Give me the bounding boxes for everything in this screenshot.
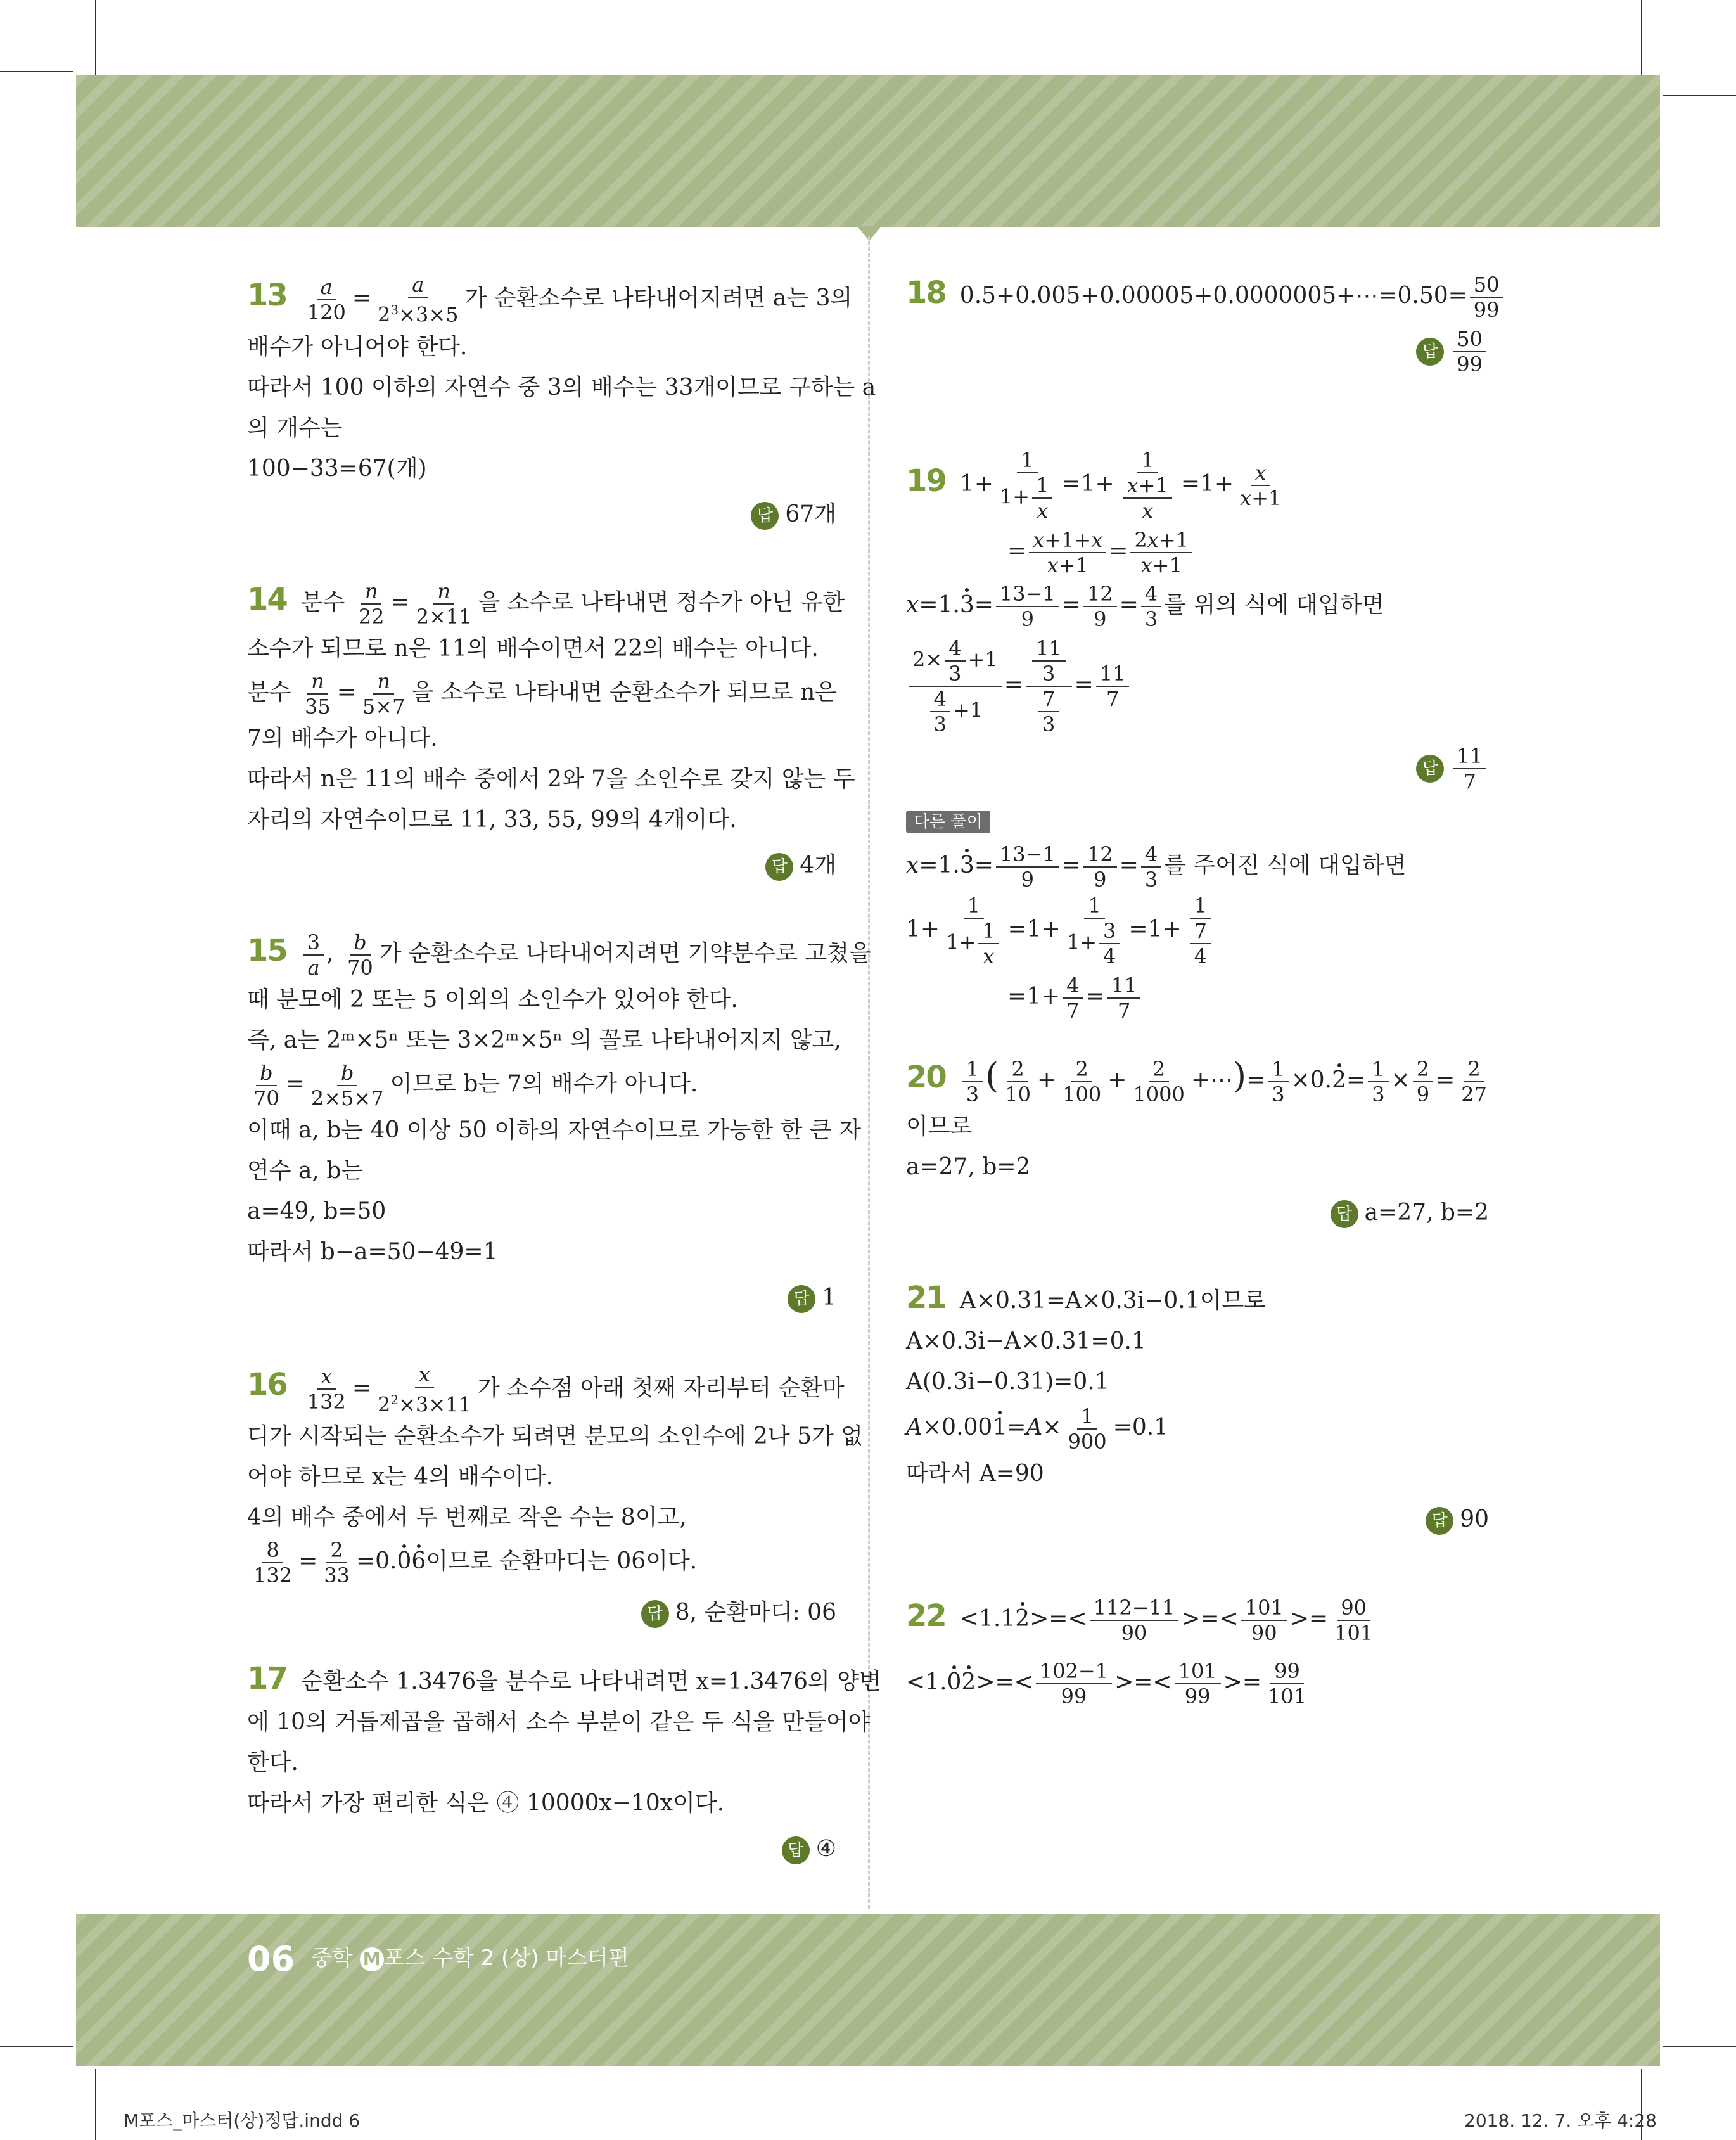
fraction: 1 1+ $\frac{1}{x}$ xyxy=(996,448,1059,523)
fraction: $\frac{2}{10}$ xyxy=(1005,1057,1031,1106)
problem-14: 14 분수 $\frac{n}{22}$ = $\frac{n}{2\times 11}$ 을 소수로 나타내면 정수가 아닌 유한 소수가 되므로 n은 11의 배수이면서 22의 배수는 아니다. 분수 $\frac{n}{35}$ = $\frac{n}{5\times 7}$ 을 소수로 나타내면 순환소수가 되므로 n은 7의 배수가 아니다. 따라서 n은 11의 배수 중에서 2와 7을 소인수로 갖지 않는 두 자리의 자연수이므로 11, 33, 55, 99의 4개이다. 답 4개 xyxy=(247,579,836,886)
fraction: $\frac{12}{9}$ xyxy=(1083,582,1117,631)
fraction: $\frac{n}{2\times 11}$ xyxy=(416,579,472,629)
answer-value: ④ xyxy=(815,1836,836,1862)
footer-band xyxy=(76,1914,1660,2066)
print-slug-file: M포스_마스터(상)정답.indd 6 xyxy=(124,2110,361,2131)
answer-badge: 답 xyxy=(1416,338,1444,366)
fraction: $\frac{102-1}{99}$ xyxy=(1036,1659,1112,1708)
answer-badge: 답 xyxy=(1426,1507,1453,1535)
text-line: 에 10의 거듭제곱을 곱해서 소수 부분이 같은 두 식을 만들어야 xyxy=(247,1709,871,1736)
crop-mark xyxy=(1663,95,1736,96)
print-slug-datetime: 2018. 12. 7. 오후 4:28 xyxy=(1464,2110,1657,2131)
answer xyxy=(247,845,836,886)
fraction: $\frac{112-11}{90}$ xyxy=(1090,1596,1179,1645)
crop-mark xyxy=(1641,0,1642,76)
answer-badge: 답 xyxy=(641,1600,669,1628)
fraction: 2× $\frac{4}{3}$ +1 $\frac{4}{3}$ +1 xyxy=(909,636,1002,736)
text-line: 가 순환소수로 나타내어지려면 a는 3의 xyxy=(464,285,853,311)
fraction: $\frac{4}{3}$ xyxy=(1141,842,1161,892)
fraction: $\frac{n}{5\times 7}$ xyxy=(362,669,405,719)
answer-value: 90 xyxy=(1460,1506,1489,1532)
text-line: 배수가 아니어야 한다. xyxy=(247,333,468,360)
fraction: $\frac{2}{33}$ xyxy=(324,1538,350,1588)
fraction: $\frac{1}{900}$ xyxy=(1068,1404,1107,1454)
fraction: $\frac{2}{9}$ xyxy=(1413,1057,1433,1106)
fraction: $\frac{13-1}{9}$ xyxy=(996,842,1059,892)
fraction: $\frac{\frac{11}{3}}{\frac{7}{3}}$ xyxy=(1026,636,1072,736)
fraction: $\frac{a}{2^3\times 3\times 5}$ xyxy=(378,272,459,327)
text-line: 소수가 되므로 n은 11의 배수이면서 22의 배수는 아니다. xyxy=(247,635,819,662)
crop-mark xyxy=(95,2069,96,2140)
problem-number: 20 xyxy=(906,1060,946,1095)
answer-badge: 답 xyxy=(1416,755,1444,783)
problem-22: 22 <1.12>=< $\frac{112-11}{90}$ >=< $\frac{101}{90}$ >= $\frac{90}{101}$ <1.02>=< $\frac{102-1}{99}$ >=< $\frac{101}{99}$ >= $\frac{99}{101}$ xyxy=(906,1584,1489,1714)
fraction: $\frac{x+1+x}{x+1}$ xyxy=(1029,528,1106,577)
problem-number: 13 xyxy=(247,277,287,313)
fraction: $\frac{13-1}{9}$ xyxy=(996,582,1059,631)
text-line: A(0.3i−0.31)=0.1 xyxy=(906,1369,1109,1395)
text-line: 디가 시작되는 순환소수가 되려면 분모의 소인수에 2나 5가 없 xyxy=(247,1423,863,1450)
text-line: 7의 배수가 아니다. xyxy=(247,725,438,752)
answer xyxy=(906,327,1489,376)
answer xyxy=(247,494,836,535)
answer-badge: 답 xyxy=(1331,1200,1358,1228)
fraction: $\frac{1}{3}$ xyxy=(1268,1057,1288,1106)
fraction: $\frac{x}{x+1}$ xyxy=(1240,461,1282,510)
answer xyxy=(247,1592,836,1633)
fraction: $\frac{8}{132}$ xyxy=(253,1538,293,1588)
text-line: 어야 하므로 x는 4의 배수이다. xyxy=(247,1464,553,1490)
text: 을 소수로 나타내면 정수가 아닌 유한 xyxy=(478,589,845,615)
left-column xyxy=(247,272,881,1869)
answer-badge: 답 xyxy=(788,1285,815,1313)
text-line: 따라서 n은 11의 배수 중에서 2와 7을 소인수로 갖지 않는 두 xyxy=(247,766,855,792)
text-line: 의 개수는 xyxy=(247,414,343,441)
problem-number: 18 xyxy=(906,275,946,311)
text: 이므로 b는 7의 배수가 아니다. xyxy=(390,1070,698,1097)
fraction: $\frac{b}{2\times 5\times 7}$ xyxy=(310,1060,384,1110)
text-line: 연수 a, b는 xyxy=(247,1157,364,1184)
fraction: $\frac{1}{3}$ xyxy=(1368,1057,1388,1106)
answer-value: 4개 xyxy=(800,852,836,878)
answer xyxy=(247,1829,836,1869)
fraction: $\frac{99}{101}$ xyxy=(1267,1659,1307,1708)
text-line: 100−33=67(개) xyxy=(247,455,427,482)
text-line: 즉, a는 2ᵐ×5ⁿ 또는 3×2ᵐ×5ⁿ 의 꼴로 나타내어지지 않고, xyxy=(247,1027,841,1053)
column-divider xyxy=(868,236,870,1909)
problem-21: 21 A×0.31=A×0.3i−0.1이므로 A×0.3i−A×0.31=0.1 A(0.3i−0.31)=0.1 A×0.001=A× $\frac{1}{900}$ =0.1 따라서 A=90 답 90 xyxy=(906,1278,1489,1540)
text: 가 소수점 아래 첫째 자리부터 순환마 xyxy=(477,1374,845,1401)
answer xyxy=(906,1193,1489,1233)
text-line: 따라서 가장 편리한 식은 ④ 10000x−10x이다. xyxy=(247,1790,725,1817)
alternative-solution-19: 다른 풀이 x=1.3= $\frac{13-1}{9}$ = $\frac{12}{9}$ = $\frac{4}{3}$ 를 주어진 식에 대입하면 1+ 1 1+ $\frac{1}{x}$ =1+ 1 1+ $\frac{3}{4}$ =1+ $\frac{1}{\frac{7}{4}}$ =1+ $\frac{4}{7}$ = $\frac{11}{7}$ xyxy=(906,800,1489,1025)
problem-number: 15 xyxy=(247,932,287,968)
text-line: 4의 배수 중에서 두 번째로 작은 수는 8이고, xyxy=(247,1504,687,1531)
text-line: A×0.3i−A×0.31=0.1 xyxy=(906,1328,1146,1354)
text: A×0.31=A×0.3i−0.1이므로 xyxy=(959,1288,1266,1314)
expression: 0.5+0.005+0.00005+0.0000005+⋯=0.50= xyxy=(959,283,1467,309)
text-line: 이므로 xyxy=(906,1113,973,1139)
fraction: 1 1+ $\frac{1}{x}$ xyxy=(942,894,1005,968)
text: 가 순환소수로 나타내어지려면 기약분수로 고쳤을 xyxy=(379,940,871,966)
answer-badge: 답 xyxy=(765,853,793,881)
text-line: a=49, b=50 xyxy=(247,1198,386,1224)
text-line: 따라서 A=90 xyxy=(906,1461,1044,1487)
text-line: a=27, b=2 xyxy=(906,1154,1031,1180)
fraction: $\frac{1}{3}$ xyxy=(962,1057,983,1106)
footer-title: 포스 수학 2 (상) 마스터편 xyxy=(383,1945,629,1971)
brand-logo: M xyxy=(360,1947,384,1971)
fraction: 1 1+ $\frac{3}{4}$ xyxy=(1063,894,1126,968)
problem-19: 19 1+ 1 1+ $\frac{1}{x}$ =1+ $\frac{1}{\frac{x+1}{x}}$ =1+ $\frac{x}{x+1}$ = $\frac{x+1+x}{x+1}$ = $\frac{2x+1}{x+1}$ x=1.3= $\frac{13-1}{9}$ = $\frac{12}{9}$ = $\frac{4}{3}$ 를 위의 식에 대입하면 2× $\frac{4}{3}$ +1 $\frac{4}{3}$ +1 = $\frac{\frac{11}{3}}{\frac{7}{3}}$ = $\frac{11}{7}$ 답 $\frac{11}{7}$ xyxy=(906,446,1489,793)
page-number: 06 xyxy=(247,1939,295,1979)
fraction: $\frac{4}{3}$ xyxy=(1141,582,1161,631)
fraction: $\frac{4}{7}$ xyxy=(1063,973,1083,1023)
problem-number: 14 xyxy=(247,581,287,617)
answer-badge: 답 xyxy=(751,502,779,530)
fraction: $\frac{12}{9}$ xyxy=(1083,842,1117,892)
problem-number: 19 xyxy=(906,463,946,499)
text: 순환소수 1.3476을 분수로 나타내려면 x=1.3476의 양변 xyxy=(300,1669,881,1695)
problem-17 xyxy=(247,1658,881,1869)
fraction: $\frac{11}{7}$ xyxy=(1107,973,1141,1023)
page-footer xyxy=(247,1939,629,1979)
text: 이므로 순환마디는 06이다. xyxy=(426,1548,698,1575)
crop-mark xyxy=(0,71,73,72)
answer-value: 1 xyxy=(822,1284,836,1310)
fraction: $\frac{50}{99}$ xyxy=(1470,272,1503,322)
text-line: 따라서 b−a=50−49=1 xyxy=(247,1238,498,1265)
answer-value: $\frac{11}{7}$ xyxy=(1453,744,1486,793)
right-column xyxy=(906,272,1500,1714)
answer-badge: 답 xyxy=(782,1836,810,1864)
fraction: $\frac{2}{100}$ xyxy=(1063,1057,1102,1106)
fraction: $\frac{2}{27}$ xyxy=(1461,1057,1487,1106)
fraction: $\frac{a}{120}$ xyxy=(307,274,346,324)
fraction: $\frac{11}{7}$ xyxy=(1096,662,1130,711)
fraction: $\frac{b}{70}$ xyxy=(347,930,373,980)
text: 을 소수로 나타내면 순환소수가 되므로 n은 xyxy=(411,679,838,705)
crop-mark xyxy=(0,2046,73,2047)
problem-number: 22 xyxy=(906,1598,946,1634)
fraction: $\frac{1}{\frac{7}{4}}$ xyxy=(1184,894,1217,968)
fraction: $\frac{101}{99}$ xyxy=(1175,1659,1221,1708)
crop-mark xyxy=(95,0,96,76)
problem-18 xyxy=(906,272,1500,376)
problem-13: 13 $\frac{a}{120}$ = $\frac{a}{2^3\times 3\times 5}$ 가 순환소수로 나타내어지려면 a는 3의 배수가 아니어야 한다. 따라서 100 이하의 자연수 중 3의 배수는 33개이므로 구하는 a 의 개수는 100−33=67(개) 답 67개 xyxy=(247,272,836,535)
answer-value: 8, 순환마디: 06 xyxy=(675,1599,836,1626)
fraction: $\frac{101}{90}$ xyxy=(1241,1596,1287,1645)
fraction: $\frac{n}{22}$ xyxy=(358,579,385,629)
text-line: 따라서 100 이하의 자연수 중 3의 배수는 33개이므로 구하는 a xyxy=(247,374,876,400)
problem-number: 16 xyxy=(247,1367,287,1403)
problem-number: 17 xyxy=(247,1661,287,1697)
text-line: 때 분모에 2 또는 5 이외의 소인수가 있어야 한다. xyxy=(247,986,738,1013)
fraction: $\frac{x}{132}$ xyxy=(307,1364,346,1414)
fraction: $\frac{3}{a}$ xyxy=(303,930,324,980)
text: 를 위의 식에 대입하면 xyxy=(1164,592,1384,618)
answer-value: 67개 xyxy=(785,501,836,527)
text-line: 이때 a, b는 40 이상 50 이하의 자연수이므로 가능한 한 큰 자 xyxy=(247,1117,861,1143)
text: 분수 xyxy=(247,679,291,705)
problem-15: 15 $\frac{3}{a}$ , $\frac{b}{70}$ 가 순환소수로 나타내어지려면 기약분수로 고쳤을 때 분모에 2 또는 5 이외의 소인수가 있어야 한다. 즉, a는 2ᵐ×5ⁿ 또는 3×2ᵐ×5ⁿ 의 꼴로 나타내어지지 않고, $\frac{b}{70}$ = $\frac{b}{2\times 5\times 7}$ 이므로 b는 7의 배수가 아니다. 이때 a, b는 40 이상 50 이하의 자연수이므로 가능한 한 큰 자 연수 a, b는 a=49, b=50 따라서 b−a=50−49=1 답 1 xyxy=(247,930,836,1318)
footer-prefix: 중학 xyxy=(311,1945,353,1971)
crop-mark xyxy=(1663,2046,1736,2047)
problem-20: 20 $\frac{1}{3}$ ( $\frac{2}{10}$ + $\frac{2}{100}$ + $\frac{2}{1000}$ +⋯)= $\frac{1}{3}$ ×0.2= $\frac{1}{3}$ × $\frac{2}{9}$ = $\frac{2}{27}$ 이므로 a=27, b=2 답 a=27, b=2 xyxy=(906,1051,1489,1233)
text: 분수 xyxy=(300,589,345,615)
text-line: 한다. xyxy=(247,1750,298,1776)
answer xyxy=(906,1499,1489,1540)
fraction: $\frac{90}{101}$ xyxy=(1334,1596,1374,1645)
fraction: $\frac{1}{\frac{x+1}{x}}$ xyxy=(1117,448,1178,523)
problem-number: 21 xyxy=(906,1280,946,1316)
fraction: $\frac{2x+1}{x+1}$ xyxy=(1130,528,1192,577)
fraction: $\frac{2}{1000}$ xyxy=(1133,1057,1185,1106)
answer-value: $\frac{50}{99}$ xyxy=(1453,327,1486,376)
fraction: $\frac{n}{35}$ xyxy=(305,669,331,719)
alt-solution-tag: 다른 풀이 xyxy=(906,811,990,833)
fraction: $\frac{x}{2^2\times 3\times 11}$ xyxy=(378,1362,471,1417)
answer xyxy=(247,1278,836,1318)
header-band xyxy=(76,75,1660,227)
problem-16: 16 $\frac{x}{132}$ = $\frac{x}{2^2\times 3\times 11}$ 가 소수점 아래 첫째 자리부터 순환마 디가 시작되는 순환소수가 되려면 분모의 소인수에 2나 5가 없 어야 하므로 x는 4의 배수이다. 4의 배수 중에서 두 번째로 작은 수는 8이고, $\frac{8}{132}$ = $\frac{2}{33}$ =0.06이므로 순환마디는 06이다. 답 8, 순환마디: 06 xyxy=(247,1362,836,1634)
text-line: 자리의 자연수이므로 11, 33, 55, 99의 4개이다. xyxy=(247,806,737,833)
answer-value: a=27, b=2 xyxy=(1364,1200,1489,1226)
answer xyxy=(906,744,1489,793)
fraction: $\frac{b}{70}$ xyxy=(253,1060,279,1110)
text: 를 주어진 식에 대입하면 xyxy=(1164,852,1407,878)
